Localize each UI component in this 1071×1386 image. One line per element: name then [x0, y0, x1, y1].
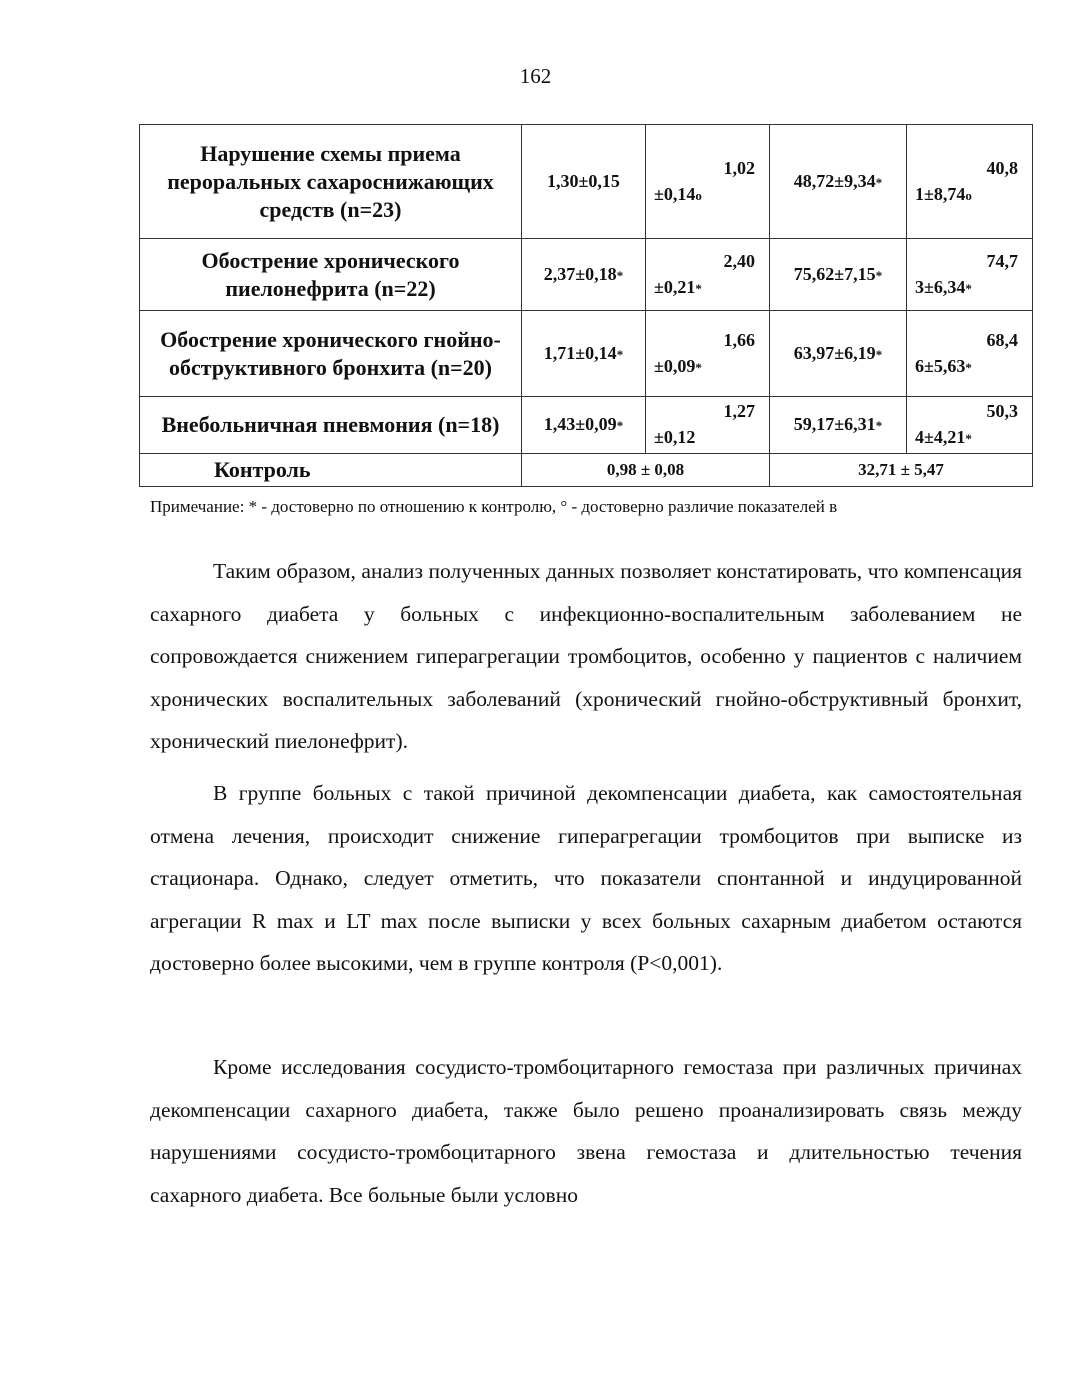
table-cell: 1,30±0,15 [522, 125, 646, 239]
table-cell: 1,02 ±0,14о [646, 125, 770, 239]
table-note: Примечание: * - достоверно по отношению к контролю, ° - достоверно различие показателей в [150, 497, 838, 516]
table-cell: 50,3 4±4,21* [907, 397, 1033, 454]
table-cell: 63,97±6,19* [770, 311, 907, 397]
row-label: Внебольничная пневмония (n=18) [140, 397, 522, 454]
paragraph: Таким образом, анализ полученных данных позволяет констатировать, что компенсация сахарного диабета у больных с инфекционно-воспалительным заболеванием не сопровождается снижением гиперагрегации тромбоцитов, особенно у пациентов с наличием хронических воспалительных заболеваний (хронический гнойно-обструктивный бронхит, хронический пиелонефрит). [150, 559, 1022, 753]
table-cell: 40,8 1±8,74о [907, 125, 1033, 239]
control-value-2: 32,71 ± 5,47 [770, 454, 1033, 487]
row-label: Обострение хронического пиелонефрита (n=22) [140, 239, 522, 311]
table-row [140, 125, 1033, 239]
paragraph: Кроме исследования сосудисто-тромбоцитарного гемостаза при различных причинах декомпенсации сахарного диабета, также было решено проанализировать связь между нарушениями сосудисто-тромбоцитарного звена гемостаза и длительностью течения сахарного диабета. Все больные были условно [150, 1055, 1022, 1207]
table-cell: 1,27 ±0,12 [646, 397, 770, 454]
table-row [140, 239, 1033, 311]
table-cell: 1,43±0,09* [522, 397, 646, 454]
table-cell: 59,17±6,31* [770, 397, 907, 454]
table-cell: 2,40 ±0,21* [646, 239, 770, 311]
paragraph: В группе больных с такой причиной декомпенсации диабета, как самостоятельная отмена лечения, происходит снижение гиперагрегации тромбоцитов при выписке из стационара. Однако, следует отметить, что показатели спонтанной и индуцированной агрегации R max и LT max после выписки у всех больных сахарным диабетом остаются достоверно более высокими, чем в группе контроля (P<0,001). [150, 781, 1022, 975]
table-row [140, 397, 1033, 454]
results-table [139, 124, 1033, 487]
table-cell: 1,71±0,14* [522, 311, 646, 397]
row-label: Нарушение схемы приема пероральных сахароснижающих средств (n=23) [140, 125, 522, 239]
row-label: Обострение хронического гнойно-обструктивного бронхита (n=20) [140, 311, 522, 397]
table-cell: 1,66 ±0,09* [646, 311, 770, 397]
control-row [140, 454, 1033, 487]
table-cell: 74,7 3±6,34* [907, 239, 1033, 311]
table-row [140, 311, 1033, 397]
table-cell: 75,62±7,15* [770, 239, 907, 311]
control-value-1: 0,98 ± 0,08 [522, 454, 770, 487]
page-number: 162 [519, 64, 552, 88]
table-cell: 68,4 6±5,63* [907, 311, 1033, 397]
table-cell: 2,37±0,18* [522, 239, 646, 311]
table-cell: 48,72±9,34* [770, 125, 907, 239]
control-label: Контроль [140, 454, 522, 487]
